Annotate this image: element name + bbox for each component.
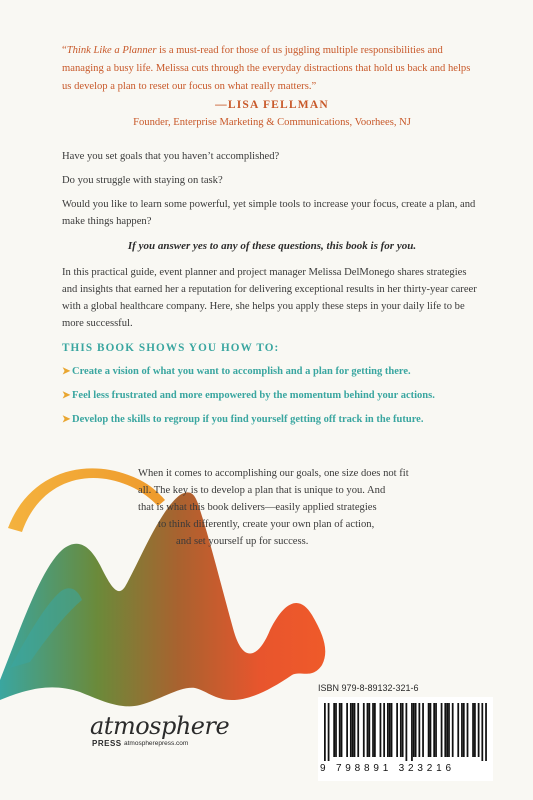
arrow-icon: ➤ bbox=[62, 414, 71, 425]
barcode-bar bbox=[363, 703, 365, 757]
barcode-bar bbox=[383, 703, 385, 757]
barcode-bar bbox=[478, 703, 480, 757]
barcode bbox=[324, 703, 487, 761]
bullet-text: Develop the skills to regroup if you find yourself getting off track in the future. bbox=[72, 414, 424, 425]
quote-open-mark: “ bbox=[62, 45, 67, 56]
barcode-bar bbox=[387, 703, 389, 757]
description-paragraph: In this practical guide, event planner and project manager Melissa DelMonego shares strategies and insights that earned her a reputation for delivering exceptional results in her thirty-year career with a global healthcare company. Here, she helps you apply these steps in your daily life to be more successful. bbox=[62, 267, 477, 329]
closing-line: and set yourself up for success. bbox=[176, 536, 309, 547]
arrow-icon: ➤ bbox=[62, 366, 71, 377]
barcode-bar bbox=[333, 703, 335, 757]
question-3: Would you like to learn some powerful, yet simple tools to increase your focus, create a plan, and make things happen? bbox=[62, 199, 476, 227]
endorser-name: —LISA FELLMAN bbox=[215, 99, 329, 111]
barcode-bar bbox=[354, 703, 356, 757]
barcode-bar bbox=[448, 703, 450, 757]
barcode-area bbox=[318, 683, 493, 781]
barcode-bar bbox=[446, 703, 448, 757]
barcode-bar bbox=[457, 703, 459, 757]
quote-book-title: Think Like a Planner bbox=[66, 45, 157, 56]
answer-line: If you answer yes to any of these questions, this book is for you. bbox=[127, 240, 417, 252]
barcode-bar bbox=[452, 703, 454, 757]
barcode-bar bbox=[380, 703, 382, 757]
barcode-bar bbox=[433, 703, 435, 757]
bullet-item bbox=[62, 364, 502, 380]
barcode-bar bbox=[328, 703, 330, 761]
logo-press: PRESS bbox=[92, 739, 122, 748]
barcode-bar bbox=[435, 703, 437, 757]
arrow-icon: ➤ bbox=[62, 390, 71, 401]
isbn-label: ISBN 979-8-89132-321-6 bbox=[318, 683, 419, 693]
endorsement-attribution bbox=[62, 96, 482, 132]
question-2: Do you struggle with staying on task? bbox=[62, 175, 223, 186]
closing-line: that is what this book delivers—easily applied strategies bbox=[138, 502, 377, 513]
section-heading: THIS BOOK SHOWS YOU HOW TO: bbox=[62, 342, 280, 354]
quote-body: is a must-read for those of us juggling multiple responsibilities and managing a busy life. Melissa cuts through the everyday distractions that hold us back and helps us develop a plan to reset our focus on what really matters.” bbox=[62, 45, 471, 92]
barcode-bar bbox=[472, 703, 474, 757]
barcode-bar bbox=[422, 703, 424, 757]
barcode-bar bbox=[350, 703, 352, 757]
barcode-bar bbox=[461, 703, 463, 757]
barcode-bar bbox=[368, 703, 370, 757]
barcode-bar bbox=[428, 703, 430, 757]
barcode-bar bbox=[389, 703, 391, 757]
barcode-bar bbox=[418, 703, 420, 757]
barcode-bar bbox=[415, 703, 417, 757]
barcode-bar bbox=[485, 703, 487, 761]
barcode-bar bbox=[441, 703, 443, 757]
barcode-bar bbox=[341, 703, 343, 757]
barcode-bar bbox=[444, 703, 446, 757]
barcode-bar bbox=[411, 703, 413, 761]
question-1: Have you set goals that you haven’t accomplished? bbox=[62, 151, 280, 162]
closing-line: all. The key is to develop a plan that is unique to you. And bbox=[138, 485, 386, 496]
barcode-bar bbox=[346, 703, 348, 757]
bullet-text: Feel less frustrated and more empowered by the momentum behind your actions. bbox=[72, 390, 435, 401]
barcode-bar bbox=[357, 703, 359, 757]
barcode-bar bbox=[481, 703, 483, 761]
barcode-bar bbox=[430, 703, 432, 757]
barcode-bar bbox=[406, 703, 408, 761]
barcode-bar bbox=[339, 703, 341, 757]
publisher-logo bbox=[90, 712, 260, 752]
barcode-bar bbox=[352, 703, 354, 757]
endorsement-quote bbox=[62, 42, 482, 96]
barcode-bar bbox=[374, 703, 376, 757]
barcode-bar bbox=[413, 703, 415, 757]
barcode-bar bbox=[391, 703, 393, 757]
closing-line: When it comes to accomplishing our goals, one size does not fit bbox=[138, 468, 409, 479]
bullet-text: Create a vision of what you want to accomplish and a plan for getting there. bbox=[72, 366, 411, 377]
barcode-bar bbox=[467, 703, 469, 757]
barcode-bar bbox=[372, 703, 374, 757]
barcode-bar bbox=[335, 703, 337, 757]
barcode-bar bbox=[402, 703, 404, 757]
closing-line: to think differently, create your own plan of action, bbox=[158, 519, 375, 530]
barcode-bar bbox=[324, 703, 326, 761]
barcode-bar bbox=[463, 703, 465, 757]
logo-wordmark: atmosphere bbox=[90, 712, 230, 740]
barcode-bar bbox=[400, 703, 402, 757]
closing-paragraph bbox=[138, 465, 478, 550]
barcode-bar bbox=[396, 703, 398, 757]
barcode-bar bbox=[367, 703, 369, 757]
publisher-url: atmospherepress.com bbox=[124, 740, 189, 747]
endorser-role: Founder, Enterprise Marketing & Communications, Voorhees, NJ bbox=[133, 117, 411, 128]
barcode-bar bbox=[474, 703, 476, 757]
barcode-digits: 9 798891 323216 bbox=[320, 763, 455, 774]
